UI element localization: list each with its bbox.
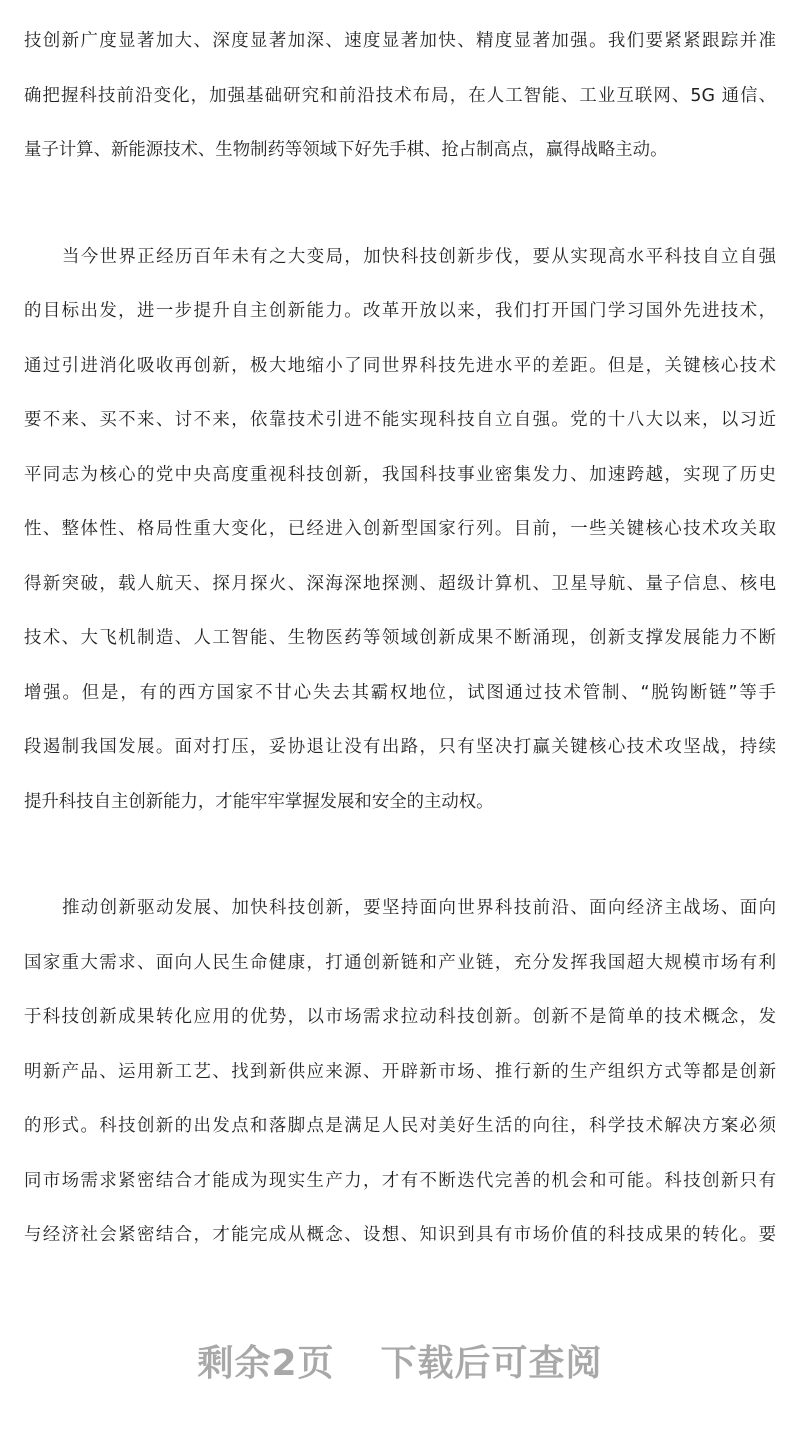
text-line: 同市场需求紧密结合才能成为现实生产力，才有不断迭代完善的机会和可能。科技创新只有 [24,1170,776,1191]
paragraph-2 [24,242,776,842]
text-line: 推动创新驱动发展、加快科技创新，要坚持面向世界科技前沿、面向经济主战场、面向 [62,898,776,918]
text-line: 要不来、买不来、讨不来，依靠技术引进不能实现科技自立自强。党的十八大以来，以习近 [24,410,776,430]
paragraph-3 [24,893,776,1275]
text-line: 性、整体性、格局性重大变化，已经进入创新型国家行列。目前，一些关键核心技术攻关取 [24,519,776,539]
download-to-read-label: 下载后可查阅 [380,1343,603,1384]
text-line: 段遏制我国发展。面对打压，妥协退让没有出路，只有坚决打赢关键核心技术攻坚战，持续 [24,737,776,757]
text-line: 与经济社会紧密结合，才能完成从概念、设想、知识到具有市场价值的科技成果的转化。要 [24,1225,776,1245]
paragraph-1 [24,26,776,190]
text-line: 当今世界正经历百年未有之大变局，加快科技创新步伐，要从实现高水平科技自立自强 [62,246,776,267]
text-line: 通过引进消化吸收再创新，极大地缩小了同世界科技先进水平的差距。但是，关键核心技术 [24,355,776,376]
document-body [24,26,776,1275]
text-line: 增强。但是，有的西方国家不甘心失去其霸权地位，试图通过技术管制、“脱钩断链”等手 [24,682,776,703]
text-line: 的目标出发，进一步提升自主创新能力。改革开放以来，我们打开国门学习国外先进技术， [24,301,776,321]
download-prompt[interactable] [0,1335,800,1386]
text-line: 确把握科技前沿变化，加强基础研究和前沿技术布局，在人工智能、工业互联网、5G 通信、 [24,85,776,106]
text-line: 技创新广度显著加大、深度显著加深、速度显著加快、精度显著加强。我们要紧紧跟踪并准 [24,31,776,51]
text-line: 技术、大飞机制造、人工智能、生物医药等领域创新成果不断涌现，创新支撑发展能力不断 [24,628,776,648]
remaining-pages-label: 剩余2页 [197,1343,335,1384]
text-line: 量子计算、新能源技术、生物制药等领域下好先手棋、抢占制高点，赢得战略主动。 [24,140,668,160]
text-line: 国家重大需求、面向人民生命健康，打通创新链和产业链，充分发挥我国超大规模市场有利 [24,952,776,973]
text-line: 平同志为核心的党中央高度重视科技创新，我国科技事业密集发力、加速跨越，实现了历史 [24,464,776,485]
text-line: 明新产品、运用新工艺、找到新供应来源、开辟新市场、推行新的生产组织方式等都是创新 [24,1061,776,1082]
text-line: 于科技创新成果转化应用的优势，以市场需求拉动科技创新。创新不是简单的技术概念，发 [24,1007,776,1027]
text-line: 提升科技自主创新能力，才能牢牢掌握发展和安全的主动权。 [24,791,494,812]
text-line: 得新突破，载人航天、探月探火、深海深地探测、超级计算机、卫星导航、量子信息、核电 [24,573,776,594]
text-line: 的形式。科技创新的出发点和落脚点是满足人民对美好生活的向往，科学技术解决方案必须 [24,1116,776,1136]
